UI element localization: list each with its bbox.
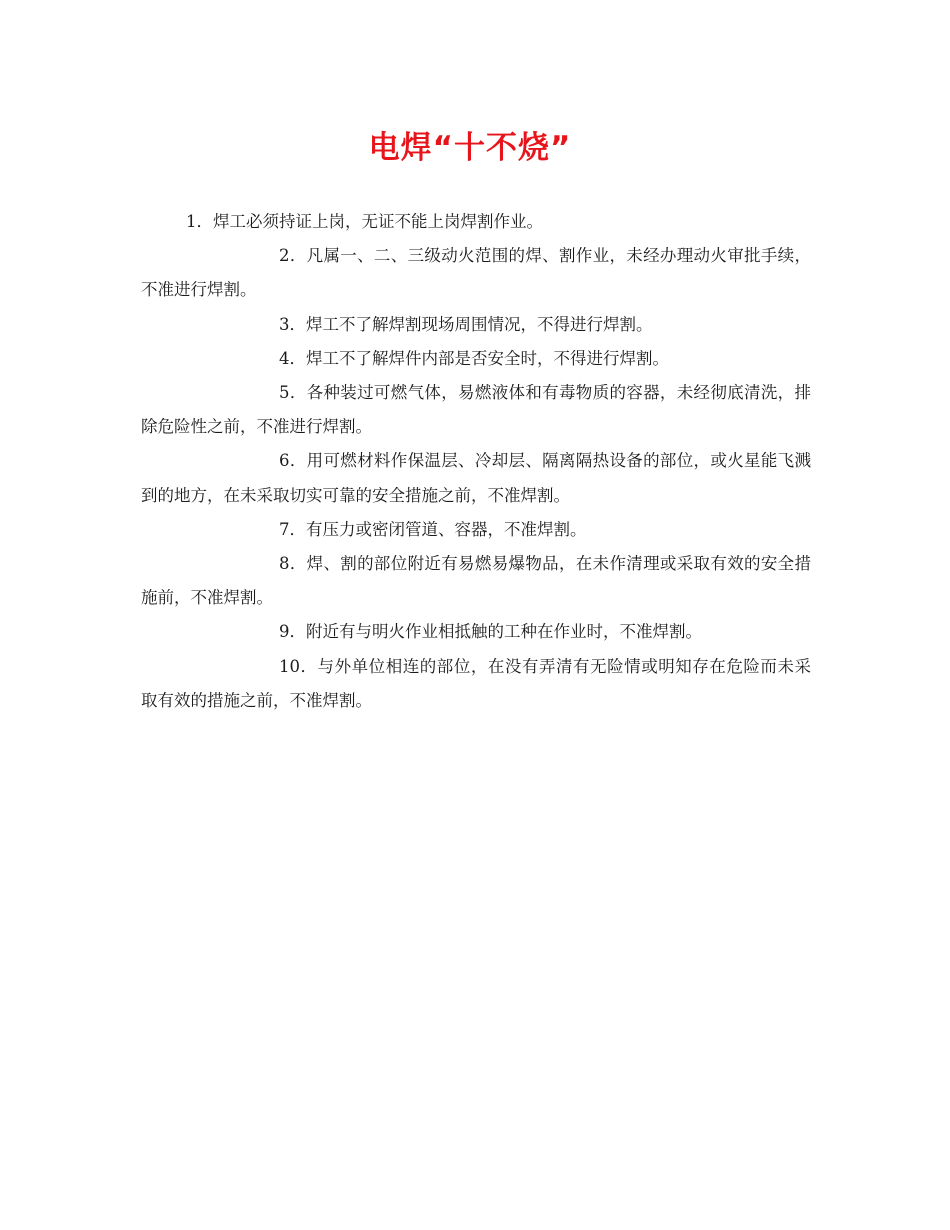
rule-item-7: 7．有压力或密闭管道、容器，不准焊割。 bbox=[279, 519, 587, 539]
rules-list bbox=[141, 205, 811, 718]
rule-item-3: 3．焊工不了解焊割现场周围情况，不得进行焊割。 bbox=[279, 314, 653, 334]
rule-item-10: 10．与外单位相连的部位，在没有弄清有无险情或明知存在危险而未采取有效的措施之前，不准焊割。 bbox=[141, 656, 811, 710]
document-title: 电焊“十不烧” bbox=[368, 130, 572, 166]
rule-item-5: 5．各种装过可燃气体，易燃液体和有毒物质的容器，未经彻底清洗，排除危险性之前，不准进行焊割。 bbox=[141, 383, 811, 437]
rule-item-4: 4．焊工不了解焊件内部是否安全时，不得进行焊割。 bbox=[279, 348, 669, 368]
rule-item-9: 9．附近有与明火作业相抵触的工种在作业时，不准焊割。 bbox=[279, 622, 702, 642]
rule-item-1: 1．焊工必须持证上岗，无证不能上岗焊割作业。 bbox=[186, 212, 543, 231]
rule-item-8: 8．焊、割的部位附近有易燃易爆物品，在未作清理或采取有效的安全措施前，不准焊割。 bbox=[141, 554, 811, 608]
rule-item-2: 2．凡属一、二、三级动火范围的焊、割作业，未经办理动火审批手续，不准进行焊割。 bbox=[141, 246, 811, 300]
rule-item-6: 6．用可燃材料作保温层、冷却层、隔离隔热设备的部位，或火星能飞溅到的地方，在未采取切实可靠的安全措施之前，不准焊割。 bbox=[141, 451, 811, 505]
